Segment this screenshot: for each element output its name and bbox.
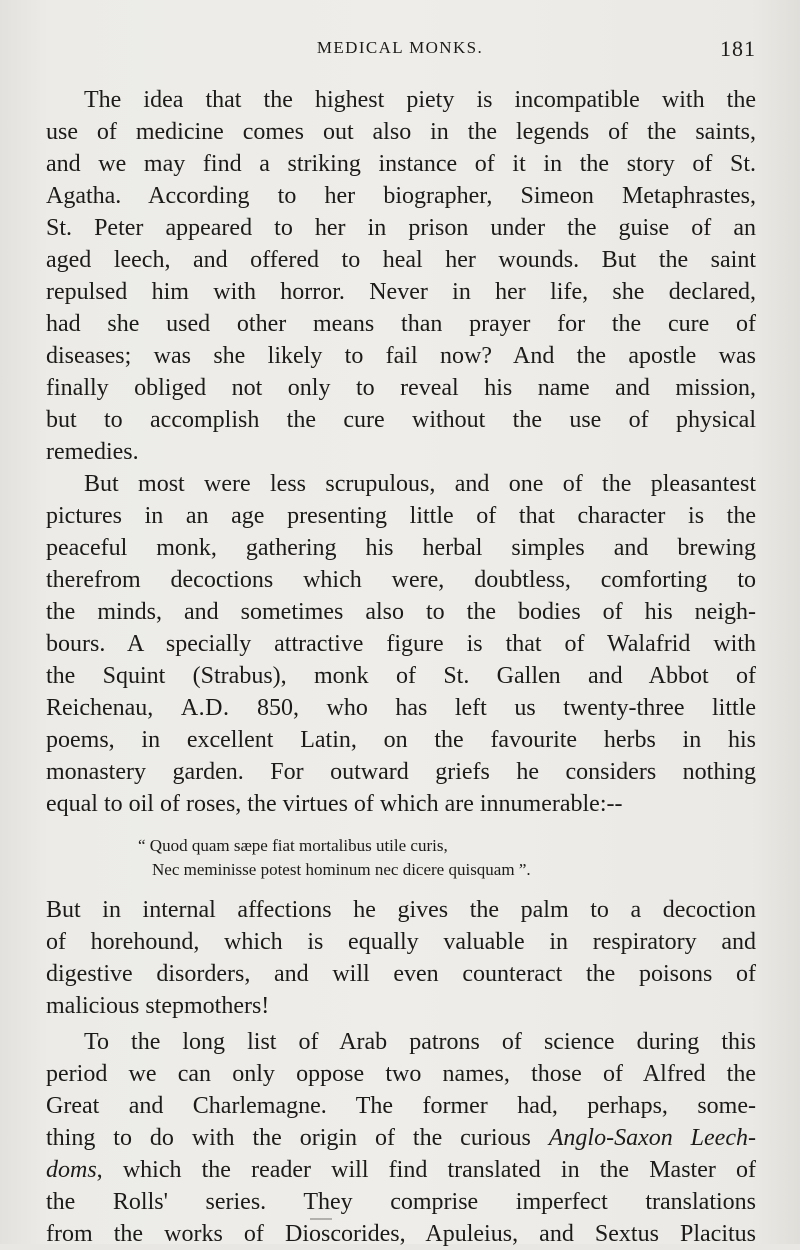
book-title-italic: Anglo-Saxon Leech- bbox=[548, 1125, 756, 1151]
text-line bbox=[46, 692, 756, 724]
text-line: pictures in an age presenting little of that character is the bbox=[46, 503, 756, 529]
text-line: the Rolls' series. They comprise imperfect translations bbox=[46, 1189, 756, 1215]
paragraph-4 bbox=[46, 1026, 756, 1250]
text-line bbox=[46, 1154, 756, 1186]
text-line: of horehound, which is equally valuable in respiratory and bbox=[46, 929, 756, 955]
text-line: malicious stepmothers! bbox=[46, 993, 270, 1019]
text-line: bours. A specially attractive figure is that of Walafrid with bbox=[46, 631, 756, 657]
text-line: diseases; was she likely to fail now? And the apostle was bbox=[46, 343, 756, 369]
text-line: finally obliged not only to reveal his name and mission, bbox=[46, 375, 756, 401]
text-line: repulsed him with horror. Never in her life, she declared, bbox=[46, 279, 756, 305]
text-line: period we can only oppose two names, those of Alfred the bbox=[46, 1061, 756, 1087]
page-smudge bbox=[310, 1218, 332, 1220]
text-line: and we may find a striking instance of it in the story of St. bbox=[46, 151, 756, 177]
text-line: But in internal affections he gives the palm to a decoction bbox=[46, 897, 756, 923]
text-fragment: , which the reader will find translated in the Master of bbox=[96, 1157, 756, 1183]
quote-line: “ Quod quam sæpe fiat mortalibus utile curis, bbox=[138, 836, 448, 855]
text-line: St. Peter appeared to her in prison under the guise of an bbox=[46, 215, 756, 241]
text-fragment: Reichenau, bbox=[46, 695, 181, 721]
text-line: but to accomplish the cure without the use of physical bbox=[46, 407, 756, 433]
book-title-italic: doms bbox=[46, 1157, 97, 1183]
text-line: the minds, and sometimes also to the bodies of his neigh- bbox=[46, 599, 756, 625]
text-line: use of medicine comes out also in the legends of the saints, bbox=[46, 119, 756, 145]
paragraph-3 bbox=[46, 894, 756, 1022]
text-line: But most were less scrupulous, and one of the pleasantest bbox=[84, 471, 756, 497]
paragraph-2 bbox=[46, 468, 756, 820]
text-line: Agatha. According to her biographer, Simeon Metaphrastes, bbox=[46, 183, 756, 209]
era-abbreviation: A.D. bbox=[180, 695, 230, 721]
page-number: 181 bbox=[720, 36, 756, 61]
text-fragment: thing to do with the origin of the curious bbox=[46, 1125, 549, 1151]
text-line: from the works of Dioscorides, Apuleius, and Sextus Placitus bbox=[46, 1221, 756, 1247]
text-line: aged leech, and offered to heal her wounds. But the saint bbox=[46, 247, 756, 273]
latin-quotation bbox=[46, 834, 756, 882]
text-line: The idea that the highest piety is incompatible with the bbox=[84, 87, 756, 113]
running-title: MEDICAL MONKS. bbox=[316, 38, 484, 57]
text-line: Great and Charlemagne. The former had, perhaps, some- bbox=[46, 1093, 756, 1119]
text-line: peaceful monk, gathering his herbal simples and brewing bbox=[46, 535, 756, 561]
text-line: To the long list of Arab patrons of science during this bbox=[84, 1029, 756, 1055]
quote-line: Nec meminisse potest hominum nec dicere quisquam ”. bbox=[152, 860, 531, 879]
text-line bbox=[46, 1122, 756, 1154]
text-line: monastery garden. For outward griefs he considers nothing bbox=[46, 759, 756, 785]
text-line: the Squint (Strabus), monk of St. Gallen and Abbot of bbox=[46, 663, 756, 689]
text-line: poems, in excellent Latin, on the favourite herbs in his bbox=[46, 727, 756, 753]
text-line: digestive disorders, and will even counteract the poisons of bbox=[46, 961, 756, 987]
text-line: equal to oil of roses, the virtues of which are innumerable:-- bbox=[46, 791, 623, 817]
running-head bbox=[44, 36, 756, 66]
paragraph-1 bbox=[46, 84, 756, 468]
text-fragment: 850, who has left us twenty-three little bbox=[229, 695, 756, 721]
text-line: had she used other means than prayer for the cure of bbox=[46, 311, 756, 337]
text-line: therefrom decoctions which were, doubtless, comforting to bbox=[46, 567, 756, 593]
body-text bbox=[46, 84, 756, 1250]
text-line: remedies. bbox=[46, 439, 139, 465]
